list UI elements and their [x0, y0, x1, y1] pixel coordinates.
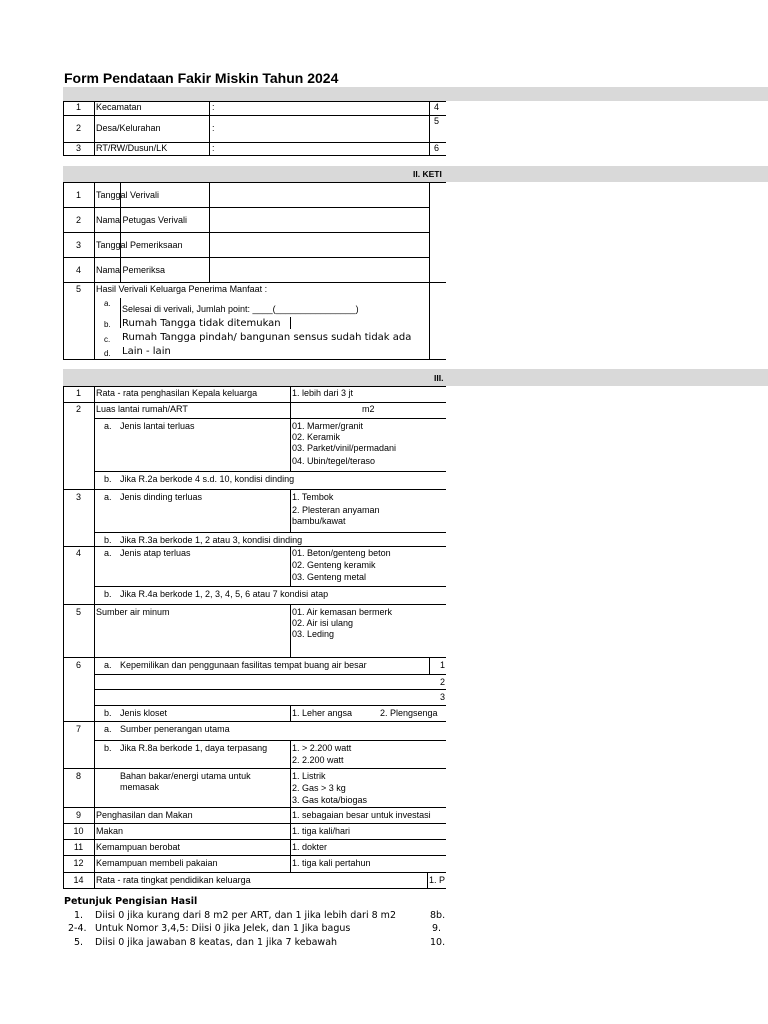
row-number: 3	[75, 492, 81, 502]
option-letter: a.	[104, 492, 112, 502]
option-letter: b.	[104, 743, 112, 753]
pendidikan-label: Rata - rata tingkat pendidikan keluarga	[96, 875, 251, 885]
rt-rw-label: RT/RW/Dusun/LK	[96, 143, 168, 153]
nama-petugas-label: Nama Petugas Verivali	[96, 215, 188, 225]
petunjuk-number: 2-4.	[68, 923, 87, 934]
option-text: 2. Gas > 3 kg	[292, 783, 346, 793]
row-number: 12	[73, 858, 84, 868]
kecamatan-label: Kecamatan	[96, 102, 142, 112]
page-clip-area	[446, 0, 768, 1024]
pakaian-label: Kemampuan membeli pakaian	[96, 858, 218, 868]
row-number: 4	[75, 265, 81, 275]
luas-lantai-label: Luas lantai rumah/ART	[96, 404, 188, 414]
option-text: 1. > 2.200 watt	[292, 743, 352, 753]
jenis-atap-label: Jenis atap terluas	[120, 548, 191, 558]
option-text: 2. Plengsenga	[380, 708, 438, 718]
sumber-air-label: Sumber air minum	[96, 607, 170, 617]
row-number: 1	[75, 190, 81, 200]
option-text: 3. Gas kota/biogas	[292, 795, 368, 805]
option-letter: a.	[104, 660, 112, 670]
daya-label: Jika R.8a berkode 1, daya terpasang	[120, 743, 268, 753]
row-number: 9	[75, 810, 81, 820]
right-number: 2	[440, 677, 446, 687]
kondisi-dinding-label: Jika R.3a berkode 1, 2 atau 3, kondisi dinding	[120, 535, 303, 545]
option-letter: c.	[104, 335, 111, 344]
penghasilan-makan-label: Penghasilan dan Makan	[96, 810, 193, 820]
section-2-heading: II. KETI	[413, 169, 442, 179]
jenis-dinding-label: Jenis dinding terluas	[120, 492, 203, 502]
tanggal-verivali-label: Tanggal Verivali	[96, 190, 160, 200]
option-letter: a.	[104, 724, 112, 734]
nama-pemeriksa-label: Nama Pemeriksa	[96, 265, 166, 275]
unit-text: m2	[362, 404, 375, 414]
row-number: 1	[75, 102, 81, 112]
kondisi-atap-label: Jika R.4a berkode 1, 2, 3, 4, 5, 6 atau 7 kondisi atap	[120, 589, 329, 599]
option-text: 1. P	[429, 875, 446, 885]
right-number: 4	[434, 102, 440, 112]
page-title: Form Pendataan Fakir Miskin Tahun 2024	[64, 70, 339, 86]
option-letter: b.	[104, 320, 111, 329]
jenis-kloset-label: Jenis kloset	[120, 708, 168, 718]
option-text: 02. Genteng keramik	[292, 560, 376, 570]
option-letter: d.	[104, 349, 111, 358]
row-number: 5	[75, 607, 81, 617]
option-text: 01. Marmer/granit	[292, 421, 364, 431]
option-text: 02. Air isi ulang	[292, 618, 354, 628]
section-3-heading: III.	[434, 373, 444, 383]
petunjuk-text: Diisi 0 jika jawaban 8 keatas, dan 1 jika 7 kebawah	[95, 937, 338, 948]
jenis-lantai-label: Jenis lantai terluas	[120, 421, 195, 431]
row-number: 4	[75, 548, 81, 558]
petunjuk-right: 8b.	[430, 910, 446, 921]
row-number: 2	[75, 215, 81, 225]
option-text: 03. Leding	[292, 629, 335, 639]
row-number: 5	[75, 284, 81, 294]
row-number: 2	[75, 404, 81, 414]
option-text: 01. Air kemasan bermerk	[292, 607, 393, 617]
option-text: 01. Beton/genteng beton	[292, 548, 391, 558]
option-letter: a.	[104, 299, 111, 308]
petunjuk-text: Untuk Nomor 3,4,5: Diisi 0 jika Jelek, dan 1 Jika bagus	[95, 923, 351, 934]
berobat-label: Kemampuan berobat	[96, 842, 181, 852]
row-number: 14	[73, 875, 84, 885]
option-text: 04. Ubin/tegel/teraso	[292, 456, 376, 466]
petunjuk-number: 5.	[74, 937, 84, 948]
option-text: 1. sebagaian besar untuk investasi	[292, 810, 431, 820]
petunjuk-right: 9.	[432, 923, 442, 934]
tidak-ditemukan-option: Rumah Tangga tidak ditemukan	[122, 318, 281, 329]
right-number: 3	[440, 692, 446, 702]
petunjuk-number: 1.	[74, 910, 84, 921]
row-number: 8	[75, 771, 81, 781]
option-text: 1. tiga kali/hari	[292, 826, 351, 836]
fasilitas-bab-label: Kepemilikan dan penggunaan fasilitas tempat buang air besar	[120, 660, 367, 670]
option-text: 1. tiga kali pertahun	[292, 858, 371, 868]
petunjuk-text: Diisi 0 jika kurang dari 8 m2 per ART, dan 1 jika lebih dari 8 m2	[95, 910, 396, 921]
makan-label: Makan	[96, 826, 124, 836]
row-number: 10	[73, 826, 84, 836]
option-text: 1. dokter	[292, 842, 328, 852]
option-text: 02. Keramik	[292, 432, 341, 442]
colon: :	[212, 143, 215, 153]
row-number: 7	[75, 724, 81, 734]
option-text: 03. Genteng metal	[292, 572, 367, 582]
kondisi-lantai-label: Jika R.2a berkode 4 s.d. 10, kondisi dinding	[120, 474, 295, 484]
petunjuk-heading: Petunjuk Pengisian Hasil	[64, 896, 198, 907]
option-text: 1. Leher angsa	[292, 708, 353, 718]
row-number: 11	[73, 842, 84, 852]
option-letter: b.	[104, 708, 112, 718]
option-text: 1. Tembok	[292, 492, 334, 502]
option-text: 2. 2.200 watt	[292, 755, 344, 765]
hasil-verivali-label: Hasil Verivali Keluarga Penerima Manfaat :	[96, 284, 268, 294]
option-letter: b.	[104, 589, 112, 599]
bahan-bakar-label: Bahan bakar/energi utama untuk memasak	[120, 771, 251, 792]
right-number: 5	[434, 116, 440, 126]
colon: :	[212, 123, 215, 133]
section-2-band-overflow	[446, 166, 768, 182]
colon: :	[212, 102, 215, 112]
option-text: 1. lebih dari 3 jt	[292, 388, 354, 398]
right-number: 6	[434, 143, 440, 153]
penerangan-label: Sumber penerangan utama	[120, 724, 230, 734]
right-number: 1	[440, 660, 446, 670]
option-text: bambu/kawat	[292, 516, 346, 526]
desa-label: Desa/Kelurahan	[96, 123, 161, 133]
option-text: 2. Plesteran anyaman	[292, 505, 380, 515]
petunjuk-right: 10.	[430, 937, 446, 948]
selesai-option: Selesai di verivali, Jumlah point: ____(________________)	[122, 304, 359, 314]
lain-option: Lain - lain	[122, 346, 171, 357]
row-number: 1	[75, 388, 81, 398]
option-letter: b.	[104, 474, 112, 484]
pindah-option: Rumah Tangga pindah/ bangunan sensus sudah tidak ada	[122, 332, 412, 343]
option-text: 03. Parket/vinil/permadani	[292, 443, 397, 453]
row-number: 2	[75, 123, 81, 133]
row-number: 3	[75, 143, 81, 153]
option-letter: a.	[104, 548, 112, 558]
section-1-band-overflow	[446, 87, 768, 101]
option-letter: a.	[104, 421, 112, 431]
section-3-band-overflow	[446, 369, 768, 386]
option-text: 1. Listrik	[292, 771, 326, 781]
option-letter: b.	[104, 535, 112, 545]
penghasilan-label: Rata - rata penghasilan Kepala keluarga	[96, 388, 258, 398]
row-number: 3	[75, 240, 81, 250]
tanggal-pemeriksaan-label: Tanggal Pemeriksaan	[96, 240, 183, 250]
row-number: 6	[75, 660, 81, 670]
